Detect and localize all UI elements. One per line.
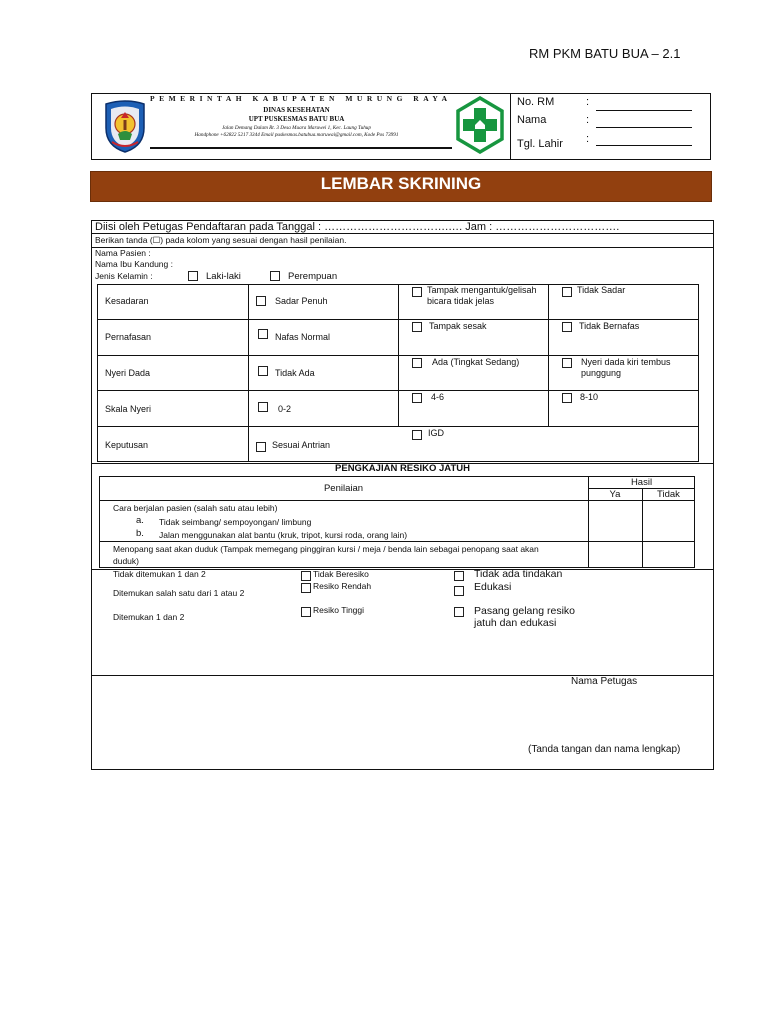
action-pasang-gelang: Pasang gelang resiko	[474, 605, 575, 617]
option-skala-8-10: 8-10	[580, 392, 599, 402]
field-label-nama: Nama	[517, 114, 547, 126]
action-pasang-gelang-cont: jatuh dan edukasi	[474, 617, 557, 629]
question-1: Cara berjalan pasien (salah satu atau lebih)	[113, 503, 278, 513]
action-edukasi: Edukasi	[474, 581, 512, 593]
option-nyeri-dada-kiri: Nyeri dada kiri tembus punggung	[581, 357, 671, 378]
option-skala-4-6: 4-6	[431, 392, 445, 402]
question-1b: Jalan menggunakan alat bantu (kruk, tripot, kursi roda, orang lain)	[159, 530, 408, 540]
field-colon: :	[586, 96, 590, 108]
row-label-nyeri-dada: Nyeri Dada	[105, 368, 151, 378]
letterhead-divider	[510, 93, 511, 160]
edukasi-checkbox[interactable]	[454, 586, 464, 596]
row-label-kesadaran: Kesadaran	[105, 296, 149, 306]
condition-3: Ditemukan 1 dan 2	[113, 612, 185, 622]
puskesmas-logo-icon	[455, 96, 505, 154]
letterhead-address: Jalan Demang Dalam Rt. 3 Desa Muara Maruwei 1, Kec. Laung Tuhup	[222, 125, 371, 131]
option-nafas-normal: Nafas Normal	[275, 332, 331, 342]
pasang-gelang-checkbox[interactable]	[454, 607, 464, 617]
row-label-pernafasan: Pernafasan	[105, 332, 152, 342]
no-rm-field[interactable]	[596, 110, 692, 111]
penilaian-header: Penilaian	[323, 483, 364, 494]
row-divider	[97, 390, 699, 391]
skala-0-2-checkbox[interactable]	[258, 402, 268, 412]
question-2: Menopang saat akan duduk (Tampak memegang pinggiran kursi / meja / benda lain sebagai penopang saat akan	[113, 544, 539, 554]
laki-laki-checkbox[interactable]	[188, 271, 198, 281]
letterhead-line3: UPT PUSKESMAS BATU BUA	[248, 115, 345, 123]
perempuan-label: Perempuan	[288, 271, 338, 282]
result-resiko-rendah: Resiko Rendah	[313, 581, 372, 591]
action-tidak-ada-tindakan: Tidak ada tindakan	[474, 568, 563, 580]
perempuan-checkbox[interactable]	[270, 271, 280, 281]
nama-field[interactable]	[596, 127, 692, 128]
option-sesuai-antrian: Sesuai Antrian	[272, 440, 331, 450]
sadar-penuh-checkbox[interactable]	[256, 296, 266, 306]
row-label-skala-nyeri: Skala Nyeri	[105, 404, 152, 414]
field-label-tgl-lahir: Tgl. Lahir	[517, 138, 563, 150]
row-divider	[97, 426, 699, 427]
condition-2: Ditemukan salah satu dari 1 atau 2	[113, 588, 245, 598]
letterhead-rule	[150, 147, 452, 149]
field-label-no-rm: No. RM	[517, 96, 555, 108]
igd-checkbox[interactable]	[412, 430, 422, 440]
letterhead-contact: Handphone +62822 5217 3344 Email puskesmas.batubua.maruwai@gmail.com, Kode Pos 73991	[194, 132, 399, 138]
question-1a: Tidak seimbang/ sempoyongan/ limbung	[159, 517, 312, 527]
ada-tingkat-sedang-checkbox[interactable]	[412, 358, 422, 368]
tampak-sesak-checkbox[interactable]	[412, 322, 422, 332]
hasil-header: Hasil	[630, 477, 653, 488]
instruction-text: Berikan tanda (☐) pada kolom yang sesuai dengan hasil penilaian.	[95, 235, 347, 245]
resiko-rendah-checkbox[interactable]	[301, 583, 311, 593]
list-marker: b.	[136, 528, 144, 539]
question-2-cont: duduk)	[113, 556, 139, 566]
option-tampak-mengantuk: Tampak mengantuk/gelisah bicara tidak jelas	[427, 285, 537, 306]
tidak-ada-checkbox[interactable]	[258, 366, 268, 376]
jenis-kelamin-label: Jenis Kelamin :	[95, 271, 153, 281]
tidak-header: Tidak	[657, 489, 680, 500]
option-tampak-sesak: Tampak sesak	[429, 321, 487, 331]
option-skala-0-2: 0-2	[278, 404, 292, 414]
list-marker: a.	[136, 515, 144, 526]
ya-header: Ya	[609, 489, 621, 500]
option-tidak-ada: Tidak Ada	[275, 368, 315, 378]
sesuai-antrian-checkbox[interactable]	[256, 442, 266, 452]
option-tidak-bernafas: Tidak Bernafas	[579, 321, 640, 331]
letterhead-line1: PEMERINTAH KABUPATEN MURUNG RAYA	[150, 94, 452, 103]
row-label-keputusan: Keputusan	[105, 440, 149, 450]
row-divider	[91, 247, 714, 248]
tidak-bernafas-checkbox[interactable]	[562, 322, 572, 332]
option-tidak-sadar: Tidak Sadar	[577, 285, 626, 295]
tidak-beresiko-checkbox[interactable]	[301, 571, 311, 581]
nyeri-dada-kiri-checkbox[interactable]	[562, 358, 572, 368]
field-colon: :	[586, 133, 590, 145]
option-igd: IGD	[428, 428, 445, 438]
page-title: LEMBAR SKRINING	[320, 174, 482, 193]
row-divider	[99, 500, 695, 501]
condition-1: Tidak ditemukan 1 dan 2	[113, 569, 206, 579]
letterhead-line2: DINAS KESEHATAN	[263, 106, 330, 114]
nafas-normal-checkbox[interactable]	[258, 329, 268, 339]
nama-pasien-label: Nama Pasien :	[95, 248, 151, 258]
skala-8-10-checkbox[interactable]	[562, 393, 572, 403]
risk-section-title: PENGKAJIAN RESIKO JATUH	[335, 463, 470, 474]
row-divider	[97, 319, 699, 320]
result-tidak-beresiko: Tidak Beresiko	[313, 569, 369, 579]
skala-4-6-checkbox[interactable]	[412, 393, 422, 403]
tidak-ada-tindakan-checkbox[interactable]	[454, 571, 464, 581]
option-sadar-penuh: Sadar Penuh	[275, 296, 328, 306]
result-resiko-tinggi: Resiko Tinggi	[313, 605, 365, 615]
row-divider	[97, 355, 699, 356]
tidak-sadar-checkbox[interactable]	[562, 287, 572, 297]
row-divider	[91, 233, 714, 234]
tampak-mengantuk-checkbox[interactable]	[412, 287, 422, 297]
document-code: RM PKM BATU BUA – 2.1	[529, 46, 681, 61]
nama-petugas-label: Nama Petugas	[571, 676, 638, 687]
option-ada-tingkat-sedang: Ada (Tingkat Sedang)	[432, 357, 520, 367]
signature-instruction: (Tanda tangan dan nama lengkap)	[528, 744, 681, 755]
laki-laki-label: Laki-laki	[206, 271, 241, 282]
tgl-lahir-field[interactable]	[596, 145, 692, 146]
row-divider	[99, 541, 695, 542]
resiko-tinggi-checkbox[interactable]	[301, 607, 311, 617]
field-colon: :	[586, 114, 590, 126]
fill-instruction-line: Diisi oleh Petugas Pendaftaran pada Tanggal : …………………………….…. Jam : …………………………….	[95, 221, 620, 233]
regional-emblem-icon	[102, 98, 148, 154]
col-divider	[248, 284, 249, 462]
nama-ibu-label: Nama Ibu Kandung :	[95, 259, 173, 269]
